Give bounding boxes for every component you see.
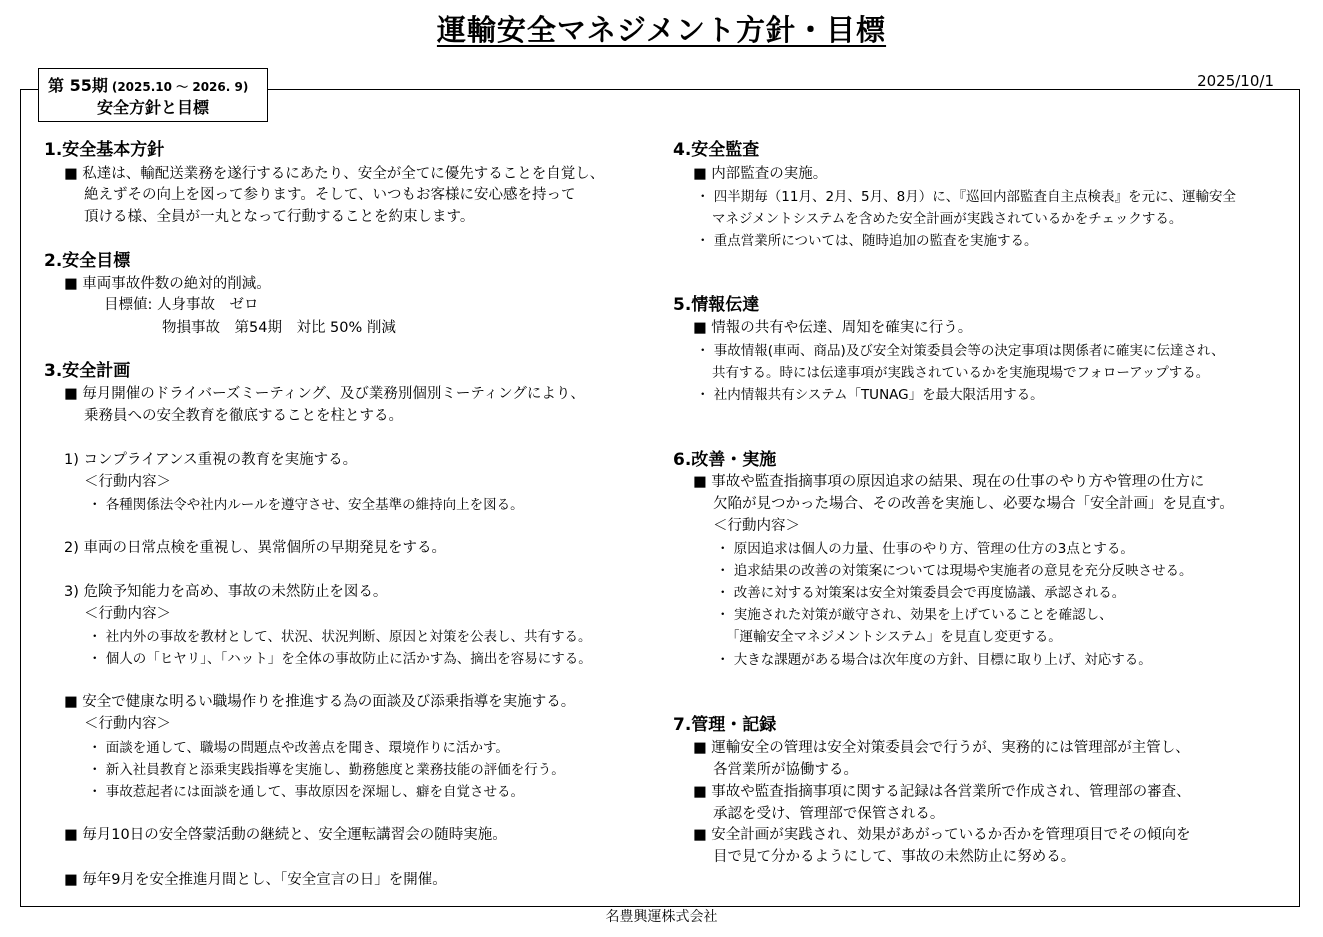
section-1-line: 絶えずその向上を図って参ります。そして、いつもお客様に安心感を持って [84,187,576,203]
action-label: ＜行動内容＞ [84,716,171,732]
page-title: 運輸安全マネジメント方針・目標 [436,13,887,47]
section-2-target-personal: 目標値: 人身事故 ゼロ [104,297,259,313]
section-3-heading: 3.安全計画 [44,361,131,381]
section-6-detail: ・ 改善に対する対策案は安全対策委員会で再度協議、承認される。 [716,585,1126,601]
section-5-detail: ・ 事故情報(車両、商品)及び安全対策委員会等の決定事項は関係者に確実に伝達され、 [696,343,1225,359]
period-range: (2025.10 ～ 2026. 9) [111,80,249,94]
section-3-workplace-detail: ・ 新入社員教育と添乗実践指導を実施し、勤務態度と業務技能の評価を行う。 [88,762,565,778]
section-1-line: 頂ける様、全員が一丸となって行動することを約束します。 [84,209,475,225]
section-6-detail: ・ 実施された対策が厳守され、効果を上げていることを確認し、 [716,607,1113,623]
section-3-bullet-workplace: ■ 安全で健康な明るい職場作りを推進する為の面談及び添乗指導を実施する。 [64,694,576,710]
section-1-line: ■ 私達は、輸配送業務を遂行するにあたり、安全が全てに優先することを自覚し、 [64,166,605,182]
section-2-item: ■ 車両事故件数の絶対的削減。 [64,276,271,292]
section-3-point-2: 2) 車両の日常点検を重視し、異常個所の早期発見をする。 [64,540,446,556]
section-3-workplace-detail: ・ 面談を通して、職場の問題点や改善点を聞き、環境作りに活かす。 [88,740,509,756]
section-3-bullet-monthly: ■ 毎月10日の安全啓蒙活動の継続と、安全運転講習会の随時実施。 [64,827,507,843]
company-name: 名豊興運株式会社 [605,909,718,925]
section-7-item: ■ 事故や監査指摘事項に関する記録は各営業所で作成され、管理部の審査、 [693,784,1191,800]
section-5-detail: ・ 社内情報共有システム「TUNAG」を最大限活用する。 [696,387,1044,403]
section-3-point-3-detail: ・ 個人の「ヒヤリ」、「ハット」を全体の事故防止に活かす為、摘出を容易にする。 [88,651,592,667]
period-label: 第 55期 (2025.10 ～ 2026. 9) [48,76,249,95]
issue-date: 2025/10/1 [1197,72,1274,90]
section-3-point-3-detail: ・ 社内外の事故を教材として、状況、状況判断、原因と対策を公表し、共有する。 [88,629,592,645]
section-4-detail: マネジメントシステムを含めた安全計画が実践されているかをチェックする。 [712,211,1183,227]
section-3-point-1-detail: ・ 各種関係法令や社内ルールを遵守させ、安全基準の維持向上を図る。 [88,497,524,513]
section-3-point-3: 3) 危険予知能力を高め、事故の未然防止を図る。 [64,584,388,600]
period-box [38,68,268,122]
section-5-heading: 5.情報伝達 [673,295,760,315]
section-4-detail: ・ 四半期毎（11月、2月、5月、8月）に、『巡回内部監査自主点検表』を元に、運輸安全 [696,189,1236,205]
section-3-intro: 乗務員への安全教育を徹底することを柱とする。 [84,408,403,424]
action-label: ＜行動内容＞ [84,606,171,622]
section-5-item: ■ 情報の共有や伝達、周知を確実に行う。 [693,320,973,336]
section-4-item: ■ 内部監査の実施。 [693,166,828,182]
section-3-point-1: 1) コンプライアンス重視の教育を実施する。 [64,452,358,468]
section-2-heading: 2.安全目標 [44,251,131,271]
section-7-heading: 7.管理・記録 [673,715,777,735]
section-4-heading: 4.安全監査 [673,140,760,160]
section-3-bullet-september: ■ 毎年9月を安全推進月間とし、「安全宣言の日」を開催。 [64,872,447,888]
section-7-item: 目で見て分かるようにして、事故の未然防止に努める。 [713,849,1076,865]
section-3-workplace-detail: ・ 事故惹起者には面談を通して、事故原因を深堀し、癖を自覚させる。 [88,784,525,800]
section-6-item: 欠陥が見つかった場合、その改善を実施し、必要な場合「安全計画」を見直す。 [713,496,1234,512]
section-6-item: ■ 事故や監査指摘事項の原因追求の結果、現在の仕事のやり方や管理の仕方に [693,474,1205,490]
section-7-item: ■ 安全計画が実践され、効果があがっているか否かを管理項目でその傾向を [693,827,1191,843]
section-7-item: 各営業所が協働する。 [713,762,858,778]
section-6-detail: ・ 追求結果の改善の対策案については現場や実施者の意見を充分反映させる。 [716,563,1193,579]
section-7-item: 承認を受け、管理部で保管される。 [713,806,945,822]
section-5-detail: 共有する。時には伝達事項が実践されているかを実施現場でフォローアップする。 [712,365,1210,381]
action-label: ＜行動内容＞ [713,518,800,534]
section-6-detail: ・ 大きな課題がある場合は次年度の方針、目標に取り上げ、対応する。 [716,652,1152,668]
section-6-detail: ・ 原因追求は個人の力量、仕事のやり方、管理の仕方の3点とする。 [716,541,1134,557]
section-1-heading: 1.安全基本方針 [44,140,165,160]
action-label: ＜行動内容＞ [84,474,171,490]
section-6-heading: 6.改善・実施 [673,450,777,470]
section-6-detail: 「運輸安全マネジメントシステム」を見直し変更する。 [726,629,1062,645]
section-2-target-property: 物損事故 第54期 対比 50% 削減 [162,320,396,336]
section-4-detail: ・ 重点営業所については、随時追加の監査を実施する。 [696,233,1038,249]
section-7-item: ■ 運輸安全の管理は安全対策委員会で行うが、実務的には管理部が主管し、 [693,740,1190,756]
period-subtitle: 安全方針と目標 [96,98,209,117]
section-3-intro: ■ 毎月開催のドライバーズミーティング、及び業務別個別ミーティングにより、 [64,386,585,402]
